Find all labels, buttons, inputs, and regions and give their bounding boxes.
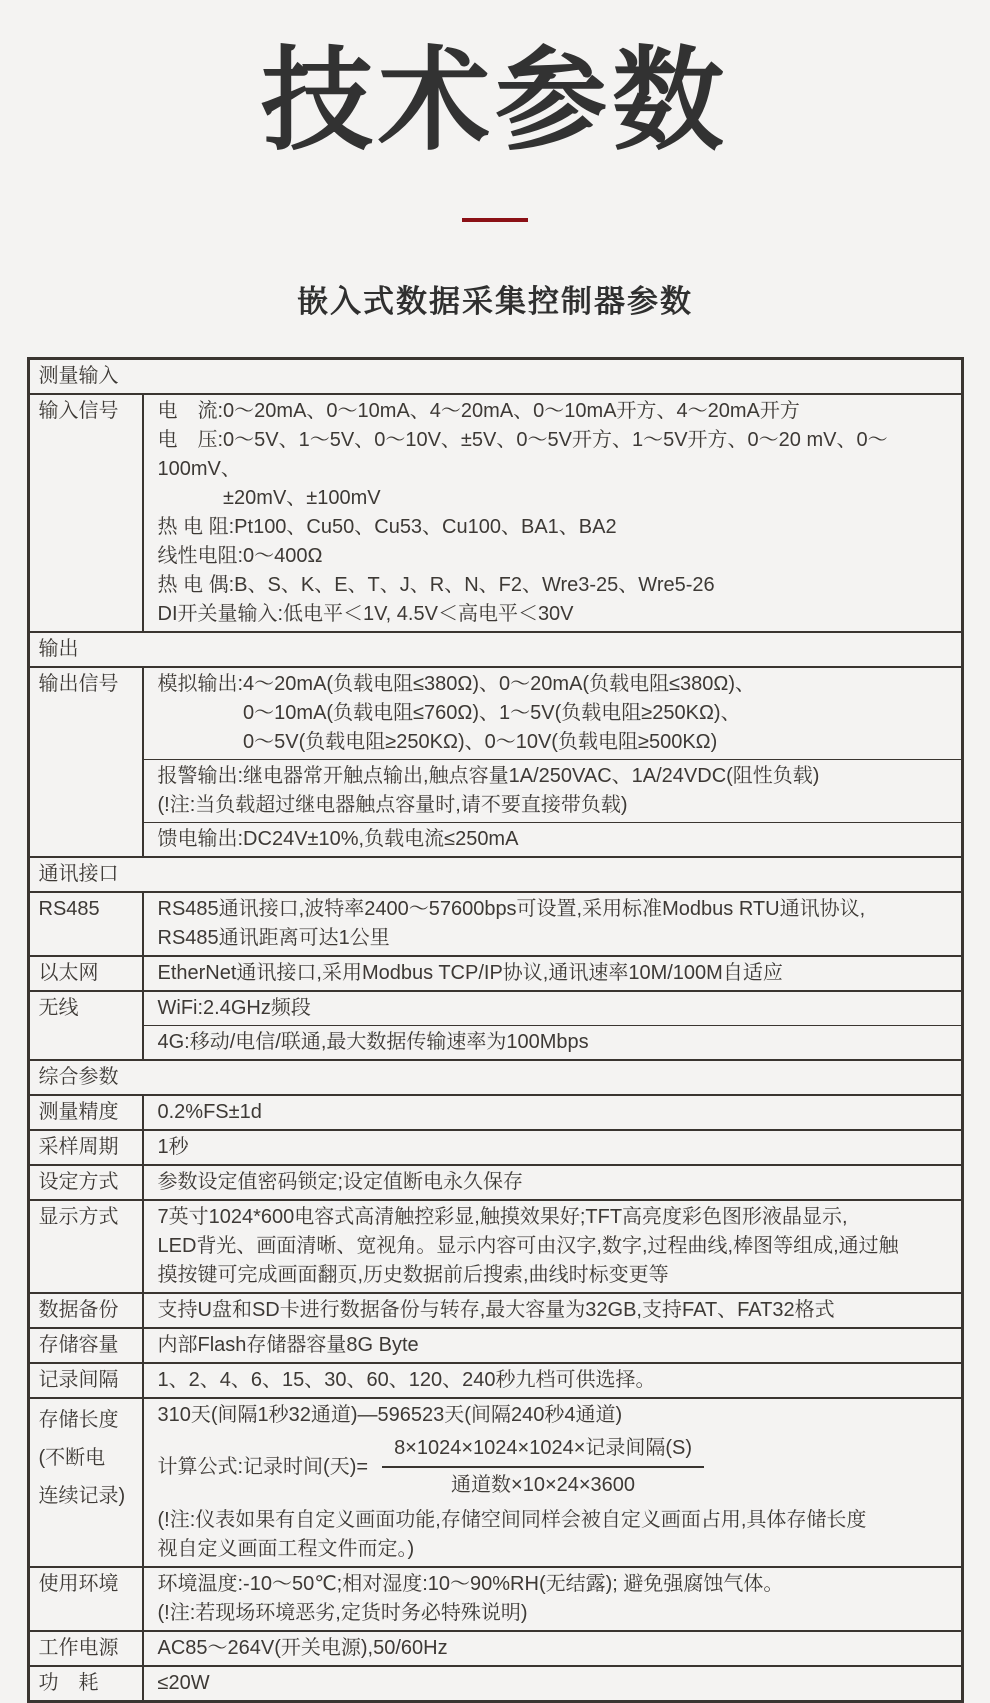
row-content xyxy=(144,992,961,1059)
spec-line: 0～5V(负载电阻≥250KΩ)、0～10V(负载电阻≥500KΩ) xyxy=(157,731,718,753)
spec-line: AC85～264V(开关电源),50/60Hz xyxy=(157,1637,448,1659)
table-row xyxy=(30,955,961,990)
row-label xyxy=(30,1632,144,1665)
page-title: 技术参数 xyxy=(261,38,729,163)
row-label xyxy=(30,1096,144,1129)
formula-numerator: 8×1024×1024×1024×记录间隔(S) xyxy=(382,1435,704,1468)
spec-line: LED背光、画面清晰、宽视角。显示内容可由汉字,数字,过程曲线,棒图等组成,通过触 xyxy=(157,1235,899,1257)
row-label-line: 数据备份 xyxy=(38,1299,119,1321)
section-label: 输出 xyxy=(38,638,79,660)
spec-line: 视自定义画面工程文件而定。) xyxy=(157,1538,415,1560)
row-label-line: 设定方式 xyxy=(38,1171,119,1193)
spec-line: 0～10mA(负载电阻≤760Ω)、1～5V(负载电阻≥250KΩ)、 xyxy=(157,702,741,724)
spec-line: 1、2、4、6、15、30、60、120、240秒九档可供选择。 xyxy=(157,1369,656,1391)
row-label-line: 记录间隔 xyxy=(38,1369,119,1391)
spec-cell xyxy=(144,1025,961,1059)
row-content xyxy=(144,1667,961,1700)
table-row xyxy=(30,1164,961,1199)
formula-denominator: 通道数×10×24×3600 xyxy=(451,1474,636,1496)
row-label-line: 显示方式 xyxy=(38,1206,119,1228)
row-label-line: 存储长度 xyxy=(38,1409,119,1431)
spec-line: 摸按键可完成画面翻页,历史数据前后搜索,曲线时标变更等 xyxy=(157,1264,669,1286)
row-label xyxy=(30,957,144,990)
table-row xyxy=(30,1362,961,1397)
table-row xyxy=(30,1630,961,1665)
spec-line: 7英寸1024*600电容式高清触控彩显,触摸效果好;TFT高亮度彩色图形液晶显示, xyxy=(157,1206,848,1228)
row-content xyxy=(144,893,961,955)
row-label-line: 功 耗 xyxy=(38,1672,99,1694)
storage-formula xyxy=(158,1430,955,1506)
spec-cell xyxy=(144,1201,961,1292)
row-label xyxy=(30,1329,144,1362)
table-row xyxy=(30,1129,961,1164)
row-label-line: 连续记录) xyxy=(38,1485,126,1507)
table-row xyxy=(30,1327,961,1362)
table-row xyxy=(30,393,961,631)
row-label xyxy=(30,395,144,631)
row-content xyxy=(144,1096,961,1129)
spec-line: 热 电 偶:B、S、K、E、T、J、R、N、F2、Wre3-25、Wre5-26 xyxy=(157,574,715,596)
row-content xyxy=(144,1131,961,1164)
row-label xyxy=(30,1399,144,1566)
section-row xyxy=(30,631,961,666)
row-label-line: 采样周期 xyxy=(38,1136,119,1158)
spec-table xyxy=(27,357,964,1703)
spec-cell xyxy=(144,668,961,759)
table-row xyxy=(30,1094,961,1129)
row-content xyxy=(144,1568,961,1630)
table-row xyxy=(30,891,961,955)
section-row xyxy=(30,360,961,393)
spec-line: (!注:当负载超过继电器触点容量时,请不要直接带负载) xyxy=(157,794,628,816)
row-label-line: 以太网 xyxy=(38,962,99,984)
row-label xyxy=(30,1364,144,1397)
spec-line: (!注:若现场环境恶劣,定货时务必特殊说明) xyxy=(157,1602,528,1624)
section-label: 综合参数 xyxy=(38,1066,119,1088)
row-content xyxy=(144,1166,961,1199)
row-label-line: RS485 xyxy=(38,898,100,920)
spec-line: DI开关量输入:低电平＜1V, 4.5V＜高电平＜30V xyxy=(157,603,574,625)
row-label xyxy=(30,668,144,856)
spec-line: 线性电阻:0～400Ω xyxy=(157,545,323,567)
row-content xyxy=(144,668,961,856)
spec-line: EtherNet通讯接口,采用Modbus TCP/IP协议,通讯速率10M/100M自适应 xyxy=(157,962,783,984)
row-content xyxy=(144,1329,961,1362)
row-content xyxy=(144,1294,961,1327)
section-label: 测量输入 xyxy=(38,365,119,387)
formula-prefix: 计算公式:记录时间(天)= xyxy=(157,1455,369,1478)
spec-line: 模拟输出:4～20mA(负载电阻≤380Ω)、0～20mA(负载电阻≤380Ω)、 xyxy=(157,673,756,695)
table-row xyxy=(30,1665,961,1700)
spec-line: 1秒 xyxy=(157,1136,189,1158)
row-label-line: 工作电源 xyxy=(38,1637,119,1659)
spec-line: 支持U盘和SD卡进行数据备份与转存,最大容量为32GB,支持FAT、FAT32格式 xyxy=(157,1299,835,1321)
spec-cell xyxy=(144,1364,961,1397)
spec-cell xyxy=(144,1667,961,1700)
spec-line: 电 流:0～20mA、0～10mA、4～20mA、0～10mA开方、4～20mA开方 xyxy=(157,400,800,422)
spec-cell xyxy=(144,1166,961,1199)
table-row xyxy=(30,1566,961,1630)
spec-line: 环境温度:-10～50℃;相对湿度:10～90%RH(无结露); 避免强腐蚀气体。 xyxy=(157,1573,784,1595)
spec-line: WiFi:2.4GHz频段 xyxy=(157,997,311,1019)
spec-line: 热 电 阻:Pt100、Cu50、Cu53、Cu100、BA1、BA2 xyxy=(157,516,617,538)
row-content xyxy=(144,1201,961,1292)
spec-line: 报警输出:继电器常开触点输出,触点容量1A/250VAC、1A/24VDC(阻性负载) xyxy=(157,765,820,787)
spec-cell xyxy=(144,893,961,955)
row-label xyxy=(30,992,144,1059)
row-content xyxy=(144,1364,961,1397)
spec-cell xyxy=(144,992,961,1025)
section-row xyxy=(30,856,961,891)
spec-line: RS485通讯接口,波特率2400～57600bps可设置,采用标准Modbus RTU通讯协议, xyxy=(157,898,866,920)
formula-fraction xyxy=(382,1435,704,1499)
spec-cell xyxy=(144,1632,961,1665)
row-label-line: 输出信号 xyxy=(38,673,119,695)
row-label xyxy=(30,1667,144,1700)
row-label xyxy=(30,1166,144,1199)
spec-line: (!注:仪表如果有自定义画面功能,存储空间同样会被自定义画面占用,具体存储长度 xyxy=(157,1509,867,1531)
row-content xyxy=(144,1399,961,1566)
spec-line: 参数设定值密码锁定;设定值断电永久保存 xyxy=(157,1171,524,1193)
row-label xyxy=(30,1201,144,1292)
row-content xyxy=(144,1632,961,1665)
section-label: 通讯接口 xyxy=(38,863,119,885)
section-row xyxy=(30,1059,961,1094)
row-label-line: 存储容量 xyxy=(38,1334,119,1356)
row-label xyxy=(30,1568,144,1630)
table-row xyxy=(30,1292,961,1327)
spec-line: 310天(间隔1秒32通道)—596523天(间隔240秒4通道) xyxy=(157,1404,623,1426)
spec-cell xyxy=(144,1568,961,1630)
spec-line: 内部Flash存储器容量8G Byte xyxy=(157,1334,419,1356)
table-title: 嵌入式数据采集控制器参数 xyxy=(297,284,693,319)
spec-line: 4G:移动/电信/联通,最大数据传输速率为100Mbps xyxy=(157,1031,589,1053)
spec-cell xyxy=(144,1399,961,1566)
row-content xyxy=(144,395,961,631)
row-label-line: 无线 xyxy=(38,997,79,1019)
spec-cell xyxy=(144,1294,961,1327)
spec-line: 电 压:0～5V、1～5V、0～10V、±5V、0～5V开方、1～5V开方、0～20 mV、0～100mV、 xyxy=(157,429,888,480)
row-label xyxy=(30,893,144,955)
table-row xyxy=(30,666,961,856)
row-label-line: 使用环境 xyxy=(38,1573,119,1595)
row-label-line: 测量精度 xyxy=(38,1101,119,1123)
spec-cell xyxy=(144,1096,961,1129)
spec-line: 0.2%FS±1d xyxy=(157,1101,262,1123)
table-row xyxy=(30,990,961,1059)
table-row xyxy=(30,1397,961,1566)
row-label-line: 输入信号 xyxy=(38,400,119,422)
spec-cell xyxy=(144,759,961,822)
spec-cell xyxy=(144,822,961,856)
row-label-line: (不断电 xyxy=(38,1447,106,1469)
spec-cell xyxy=(144,1131,961,1164)
spec-cell xyxy=(144,957,961,990)
table-row xyxy=(30,1199,961,1292)
spec-line: ±20mV、±100mV xyxy=(157,487,381,509)
row-label xyxy=(30,1131,144,1164)
spec-cell xyxy=(144,395,961,631)
row-label xyxy=(30,1294,144,1327)
spec-cell xyxy=(144,1329,961,1362)
spec-line: 馈电输出:DC24V±10%,负载电流≤250mA xyxy=(157,828,519,850)
row-content xyxy=(144,957,961,990)
spec-line: RS485通讯距离可达1公里 xyxy=(157,927,390,949)
title-divider xyxy=(462,218,528,222)
spec-line: ≤20W xyxy=(157,1672,210,1694)
